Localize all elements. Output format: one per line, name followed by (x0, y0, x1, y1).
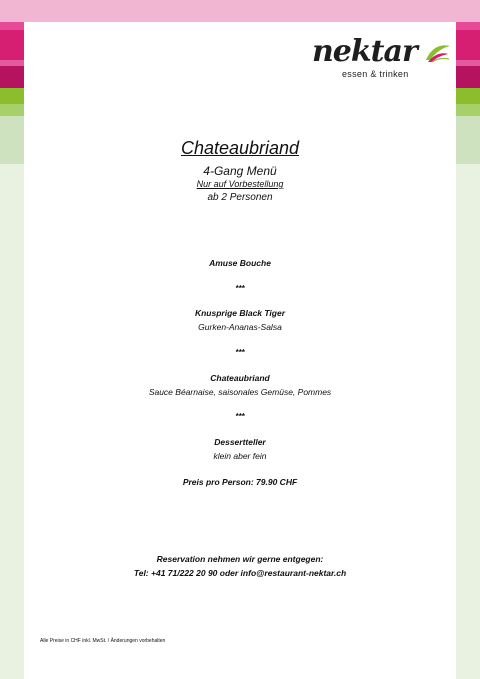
menu-subtitle: 4-Gang Menü (203, 164, 277, 178)
course-dessert: Dessertteller (214, 437, 266, 447)
logo-wordmark: nektar (312, 34, 417, 69)
leaf-icon (424, 42, 452, 64)
separator: *** (235, 348, 245, 357)
course-amuse-bouche: Amuse Bouche (209, 258, 271, 268)
persons-note: ab 2 Personen (207, 192, 273, 203)
price: Preis pro Person: 79.90 CHF (182, 477, 298, 487)
preorder-note: Nur auf Vorbestellung (196, 179, 284, 189)
logo (312, 34, 452, 90)
logo-tagline: essen & trinken (342, 69, 409, 79)
course-chateaubriand-desc: Sauce Béarnaise, saisonales Gemüse, Pommes (148, 387, 332, 397)
course-black-tiger: Knusprige Black Tiger (194, 308, 286, 318)
footer-disclaimer: Alle Preise in CHF inkl. MwSt. / Änderungen vorbehalten (40, 638, 166, 644)
stripe-pink-light (0, 0, 480, 22)
reservation-line: Reservation nehmen wir gerne entgegen: (156, 554, 324, 564)
course-dessert-desc: klein aber fein (213, 451, 267, 461)
menu-title: Chateaubriand (180, 138, 300, 158)
reservation-contact: Tel: +41 71/222 20 90 oder info@restaurant-nektar.ch (133, 568, 347, 578)
separator: *** (235, 284, 245, 293)
menu-page (24, 22, 456, 679)
course-chateaubriand: Chateaubriand (210, 373, 270, 383)
separator: *** (235, 412, 245, 421)
course-black-tiger-desc: Gurken-Ananas-Salsa (198, 322, 282, 332)
